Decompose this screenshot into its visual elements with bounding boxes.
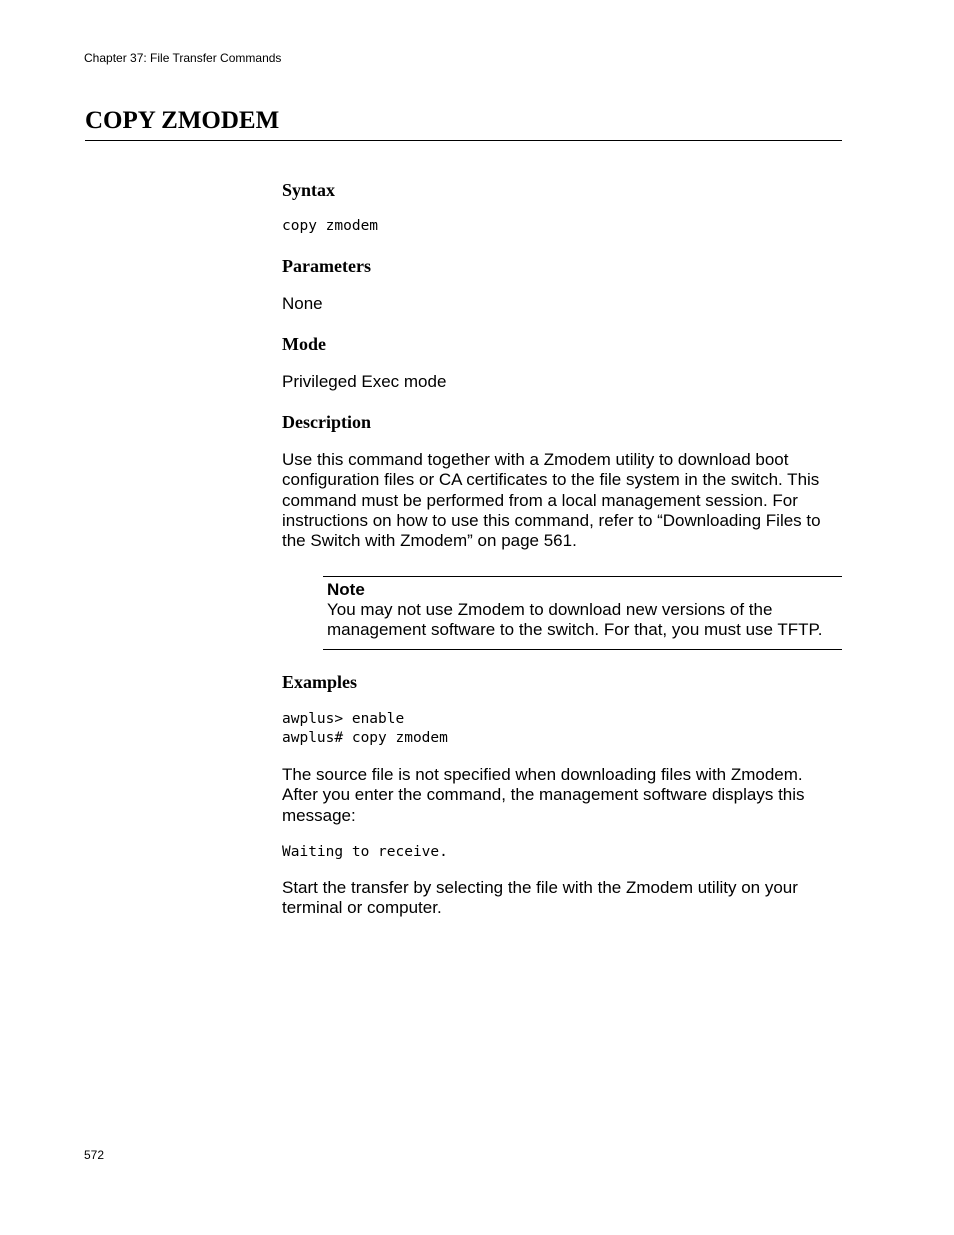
note-bottom-rule [323, 649, 842, 650]
description-heading: Description [282, 412, 371, 432]
note-top-rule [323, 576, 842, 577]
note-text: You may not use Zmodem to download new versions of the management software to the switch. For that, you must use TFTP. [327, 600, 823, 640]
example-code-line-2: awplus# copy zmodem [282, 730, 448, 746]
examples-message: Waiting to receive. [282, 844, 448, 860]
mode-text: Privileged Exec mode [282, 372, 447, 391]
title-divider [85, 140, 842, 141]
parameters-text: None [282, 294, 323, 313]
syntax-code: copy zmodem [282, 218, 379, 234]
running-header: Chapter 37: File Transfer Commands [84, 51, 282, 65]
examples-text-1: The source file is not specified when downloading files with Zmodem. After you enter the command, the management software displays this message: [282, 765, 805, 825]
syntax-heading: Syntax [282, 180, 336, 200]
examples-heading: Examples [282, 672, 358, 692]
page-number: 572 [84, 1148, 105, 1162]
examples-text-2: Start the transfer by selecting the file with the Zmodem utility on your terminal or computer. [282, 878, 798, 918]
description-text: Use this command together with a Zmodem utility to download boot configuration files or CA certificates to the file system in the switch. This command must be performed from a local management session. For instructions on how to use this command, refer to “Downloading Files to the Switch with Zmodem” on page 561. [282, 450, 821, 551]
example-code-line-1: awplus> enable [282, 711, 405, 727]
mode-heading: Mode [282, 334, 326, 354]
page-title: COPY ZMODEM [85, 107, 280, 134]
parameters-heading: Parameters [282, 256, 371, 276]
note-label: Note [327, 580, 365, 599]
